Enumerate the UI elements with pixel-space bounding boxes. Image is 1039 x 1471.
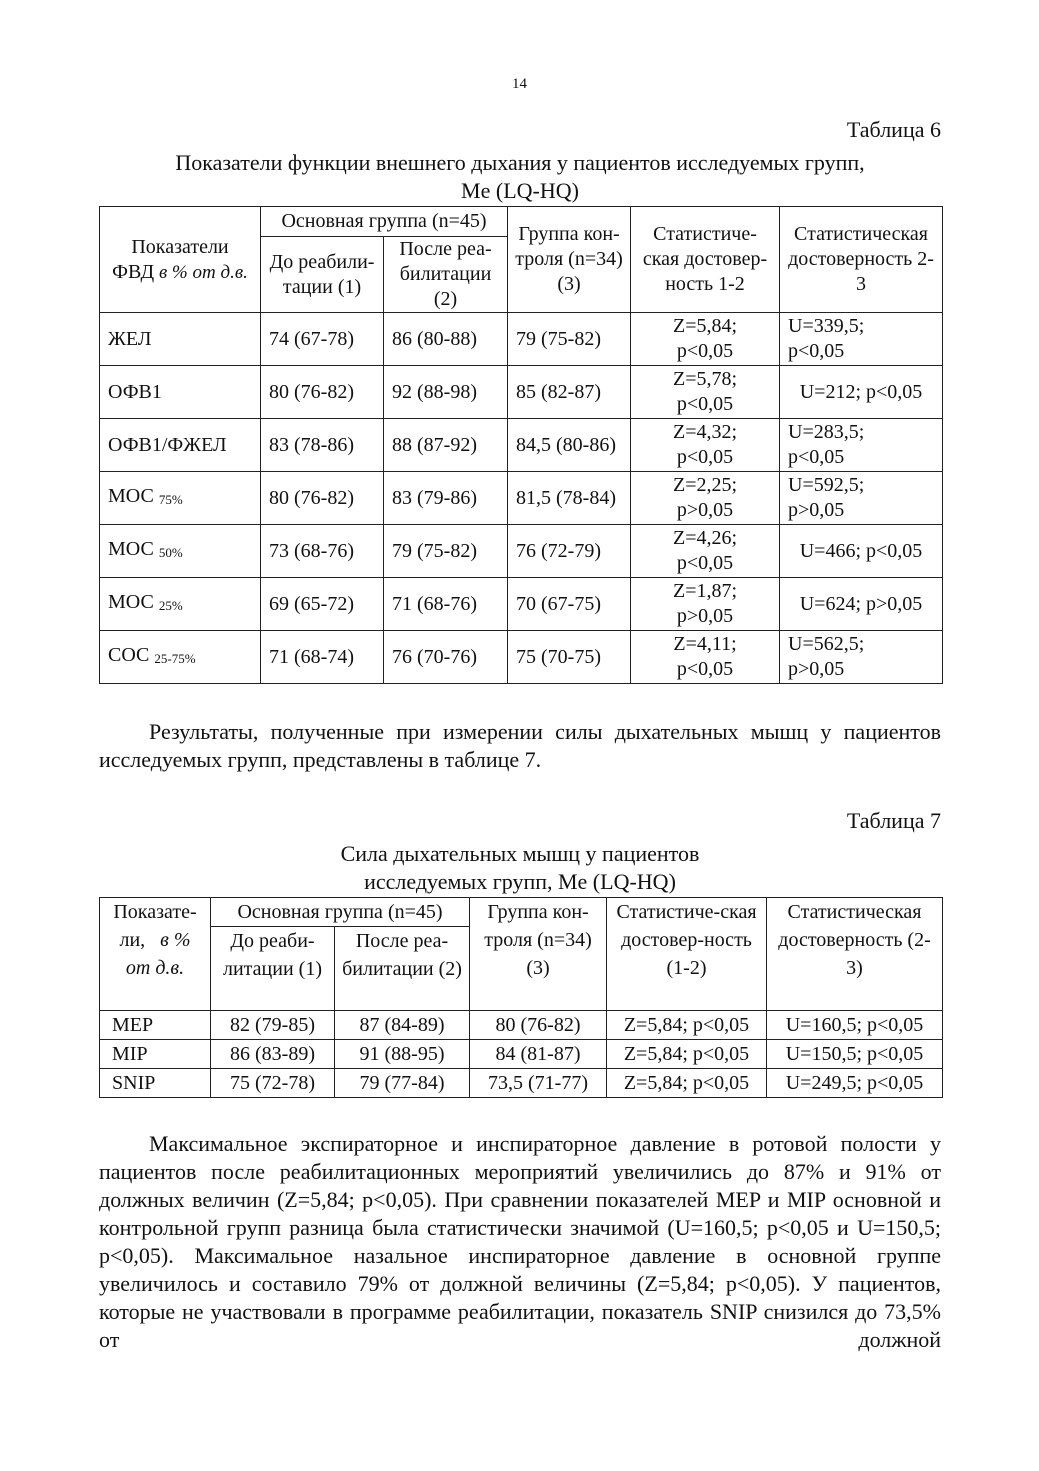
table7-header-main-group: Основная группа (n=45) [211, 898, 470, 927]
table6-stat12-line2: p>0,05 [676, 499, 734, 521]
paragraph-2 [99, 1130, 941, 1354]
table7-title [99, 840, 941, 896]
table7-row [100, 1011, 943, 1040]
table6-cell-stat12 [631, 472, 780, 525]
table6-header-stat12: Статистиче-ская достовер-ность 1-2 [631, 207, 780, 313]
table6-cell-indicator [100, 313, 261, 366]
table6-cell-stat23 [780, 313, 943, 366]
table6-cell-control: 70 (67-75) [508, 578, 631, 631]
table7-cell-after: 79 (77-84) [335, 1069, 470, 1098]
table6-row [100, 313, 943, 366]
table7-cell-stat23: U=249,5; p<0,05 [767, 1069, 943, 1098]
table6-cell-before: 71 (68-74) [261, 631, 384, 684]
table6-header-main-group: Основная группа (n=45) [261, 207, 508, 237]
table6-row [100, 631, 943, 684]
table7-cell-control: 73,5 (71-77) [470, 1069, 607, 1098]
table6-cell-stat12 [631, 578, 780, 631]
table6-stat23-line2: p<0,05 [788, 446, 845, 468]
table6-stat12-line2: p>0,05 [676, 605, 734, 627]
table6-stat23-line1: U=624; p>0,05 [799, 592, 923, 615]
table6-indicator-name: ОФВ1 [108, 380, 162, 403]
table7-title-line1: Сила дыхательных мышц у пациентов [340, 841, 700, 866]
table6-cell-stat23 [780, 525, 943, 578]
table6-title-line2: Me (LQ-HQ) [461, 178, 579, 203]
table6-cell-stat23 [780, 472, 943, 525]
table6-cell-indicator [100, 419, 261, 472]
table7-cell-before: 82 (79-85) [211, 1011, 335, 1040]
table6-indicator-name: СОС [108, 644, 150, 666]
table6-cell-stat23 [780, 419, 943, 472]
table6-cell-after: 88 (87-92) [384, 419, 508, 472]
table6-header-stat23: Статистическая достоверность 2-3 [780, 207, 943, 313]
table6-stat12-line2: p<0,05 [676, 393, 734, 415]
table6-row [100, 366, 943, 419]
table6-stat23-line1: U=562,5; [788, 633, 865, 655]
table6-header-before: До реабили-тации (1) [261, 237, 384, 313]
table6-cell-before: 69 (65-72) [261, 578, 384, 631]
table6-indicator-name: ЖЕЛ [108, 327, 152, 350]
table7-header-stat12: Статистиче-ская достовер-ность (1-2) [607, 898, 767, 1011]
table6-cell-stat12 [631, 313, 780, 366]
table6-stat12-line1: Z=5,84; [672, 315, 738, 337]
table6-stat23-line2: p>0,05 [788, 658, 845, 680]
table7-cell-after: 87 (84-89) [335, 1011, 470, 1040]
table7-header-indicator-line3: от д.в. [125, 957, 185, 979]
table6-cell-after: 92 (88-98) [384, 366, 508, 419]
table6-cell-stat12 [631, 419, 780, 472]
table6-indicator-sub: 50% [158, 545, 183, 560]
table6-stat23-line1: U=592,5; [788, 474, 865, 496]
table6-cell-before: 73 (68-76) [261, 525, 384, 578]
table6-stat23-line2: p>0,05 [788, 499, 845, 521]
table6-cell-stat12 [631, 631, 780, 684]
table7-cell-stat12: Z=5,84; p<0,05 [607, 1011, 767, 1040]
table7-cell-indicator: MIP [100, 1040, 211, 1069]
table7-header-stat23: Статистическая достоверность (2-3) [767, 898, 943, 1011]
table7-cell-control: 80 (76-82) [470, 1011, 607, 1040]
table6-stat23-line1: U=466; p<0,05 [799, 539, 923, 562]
table7-header-before: До реаби-литации (1) [211, 927, 335, 1011]
table6-stat12-line2: p<0,05 [676, 446, 734, 468]
table6-stat12-line1: Z=4,11; [673, 633, 737, 655]
table6-header-indicator-unit: в % от д.в. [154, 261, 248, 283]
table6-label: Таблица 6 [846, 117, 941, 142]
table6 [99, 206, 943, 684]
table7-cell-stat12: Z=5,84; p<0,05 [607, 1040, 767, 1069]
table6-stat23-line1: U=339,5; [788, 315, 865, 337]
table6-cell-stat12 [631, 366, 780, 419]
table7-cell-stat23: U=150,5; p<0,05 [767, 1040, 943, 1069]
table7-header-indicator-unit: в % [160, 929, 191, 951]
table7-header-indicator-line2: ли, [119, 929, 146, 951]
table6-cell-after: 83 (79-86) [384, 472, 508, 525]
table7-cell-after: 91 (88-95) [335, 1040, 470, 1069]
table7-title-line2: исследуемых групп, Me (LQ-HQ) [364, 869, 676, 894]
table6-indicator-name: МОС [108, 591, 154, 613]
table6-stat12-line2: p<0,05 [676, 658, 734, 680]
table6-cell-indicator [100, 366, 261, 419]
table6-cell-before: 74 (67-78) [261, 313, 384, 366]
table6-cell-stat12 [631, 525, 780, 578]
table6-cell-indicator [100, 525, 261, 578]
table7-cell-stat12: Z=5,84; p<0,05 [607, 1069, 767, 1098]
table6-header-indicator-line1: Показатели [131, 235, 229, 258]
table6-stat12-line1: Z=4,32; [672, 421, 738, 443]
table6-indicator-name: МОС [108, 538, 154, 560]
table6-cell-control: 75 (70-75) [508, 631, 631, 684]
table6-header-after: После реа-билитации (2) [384, 237, 508, 313]
table6-row [100, 472, 943, 525]
table6-stat12-line1: Z=1,87; [672, 580, 738, 602]
table6-indicator-name: ОФВ1/ФЖЕЛ [108, 433, 227, 456]
table6-cell-stat23 [780, 631, 943, 684]
paragraph-1 [99, 718, 941, 774]
table6-cell-control: 84,5 (80-86) [508, 419, 631, 472]
table6-cell-control: 85 (82-87) [508, 366, 631, 419]
table6-stat23-line1: U=283,5; [788, 421, 865, 443]
table6-cell-stat23 [780, 366, 943, 419]
table6-cell-before: 83 (78-86) [261, 419, 384, 472]
table6-cell-control: 79 (75-82) [508, 313, 631, 366]
table7-header-control: Группа кон-троля (n=34) (3) [470, 898, 607, 1011]
table7-cell-control: 84 (81-87) [470, 1040, 607, 1069]
table6-title [99, 149, 941, 205]
table6-stat12-line2: p<0,05 [676, 552, 734, 574]
table6-cell-after: 76 (70-76) [384, 631, 508, 684]
table6-indicator-sub: 25-75% [154, 651, 196, 666]
table7-row [100, 1069, 943, 1098]
table6-stat12-line2: p<0,05 [676, 340, 734, 362]
table6-cell-after: 71 (68-76) [384, 578, 508, 631]
table7-row [100, 1040, 943, 1069]
paragraph-1-text: Результаты, полученные при измерении силы дыхательных мышц у пациентов исследуемых групп, представлены в таблице 7. [99, 719, 941, 772]
table7-cell-stat23: U=160,5; p<0,05 [767, 1011, 943, 1040]
table6-stat12-line1: Z=4,26; [672, 527, 738, 549]
table7-cell-before: 75 (72-78) [211, 1069, 335, 1098]
table6-header-indicator [100, 207, 261, 313]
table6-cell-indicator [100, 578, 261, 631]
table6-stat23-line2: p<0,05 [788, 340, 845, 362]
table7-cell-indicator: MEP [100, 1011, 211, 1040]
table6-cell-before: 80 (76-82) [261, 472, 384, 525]
table7-cell-before: 86 (83-89) [211, 1040, 335, 1069]
paragraph-2-text: Максимальное экспираторное и инспираторное давление в ротовой полости у пациентов после реабилитационных мероприятий увеличились до 87% и 91% от должных величин (Z=5,84; p<0,05). При сравнении показателей MEP и MIP основной и контрольной групп разница была статистически значимой (U=160,5; p<0,05 и U=150,5; p<0,05). Максимальное назальное инспираторное давление в основной группе увеличилось и составило 79% от должной величины (Z=5,84; p<0,05). У пациентов, которые не участвовали в программе реабилитации, показатель SNIP снизился до 73,5% от должной [99, 1131, 941, 1352]
table6-cell-after: 79 (75-82) [384, 525, 508, 578]
table7-header-after: После реа-билитации (2) [335, 927, 470, 1011]
table6-indicator-sub: 25% [158, 598, 183, 613]
table6-cell-indicator [100, 472, 261, 525]
table6-cell-control: 81,5 (78-84) [508, 472, 631, 525]
table7-header-indicator-line1: Показате- [113, 901, 197, 923]
page-number: 14 [512, 76, 527, 92]
table6-title-line1: Показатели функции внешнего дыхания у пациентов исследуемых групп, [175, 150, 865, 175]
table6-header-indicator-line2: ФВД [112, 260, 155, 283]
table6-cell-indicator [100, 631, 261, 684]
table6-row [100, 419, 943, 472]
table6-indicator-name: МОС [108, 485, 154, 507]
table7 [99, 897, 943, 1098]
table6-stat12-line1: Z=5,78; [672, 368, 738, 390]
table7-label: Таблица 7 [846, 808, 941, 833]
table6-cell-after: 86 (80-88) [384, 313, 508, 366]
table6-header-control: Группа кон-троля (n=34) (3) [508, 207, 631, 313]
table7-cell-indicator: SNIP [100, 1069, 211, 1098]
table6-cell-before: 80 (76-82) [261, 366, 384, 419]
table6-stat12-line1: Z=2,25; [672, 474, 738, 496]
table6-indicator-sub: 75% [158, 492, 183, 507]
table7-header-indicator [100, 898, 211, 1011]
table6-cell-control: 76 (72-79) [508, 525, 631, 578]
table6-stat23-line1: U=212; p<0,05 [799, 380, 923, 403]
table6-row [100, 578, 943, 631]
table6-cell-stat23 [780, 578, 943, 631]
table6-row [100, 525, 943, 578]
